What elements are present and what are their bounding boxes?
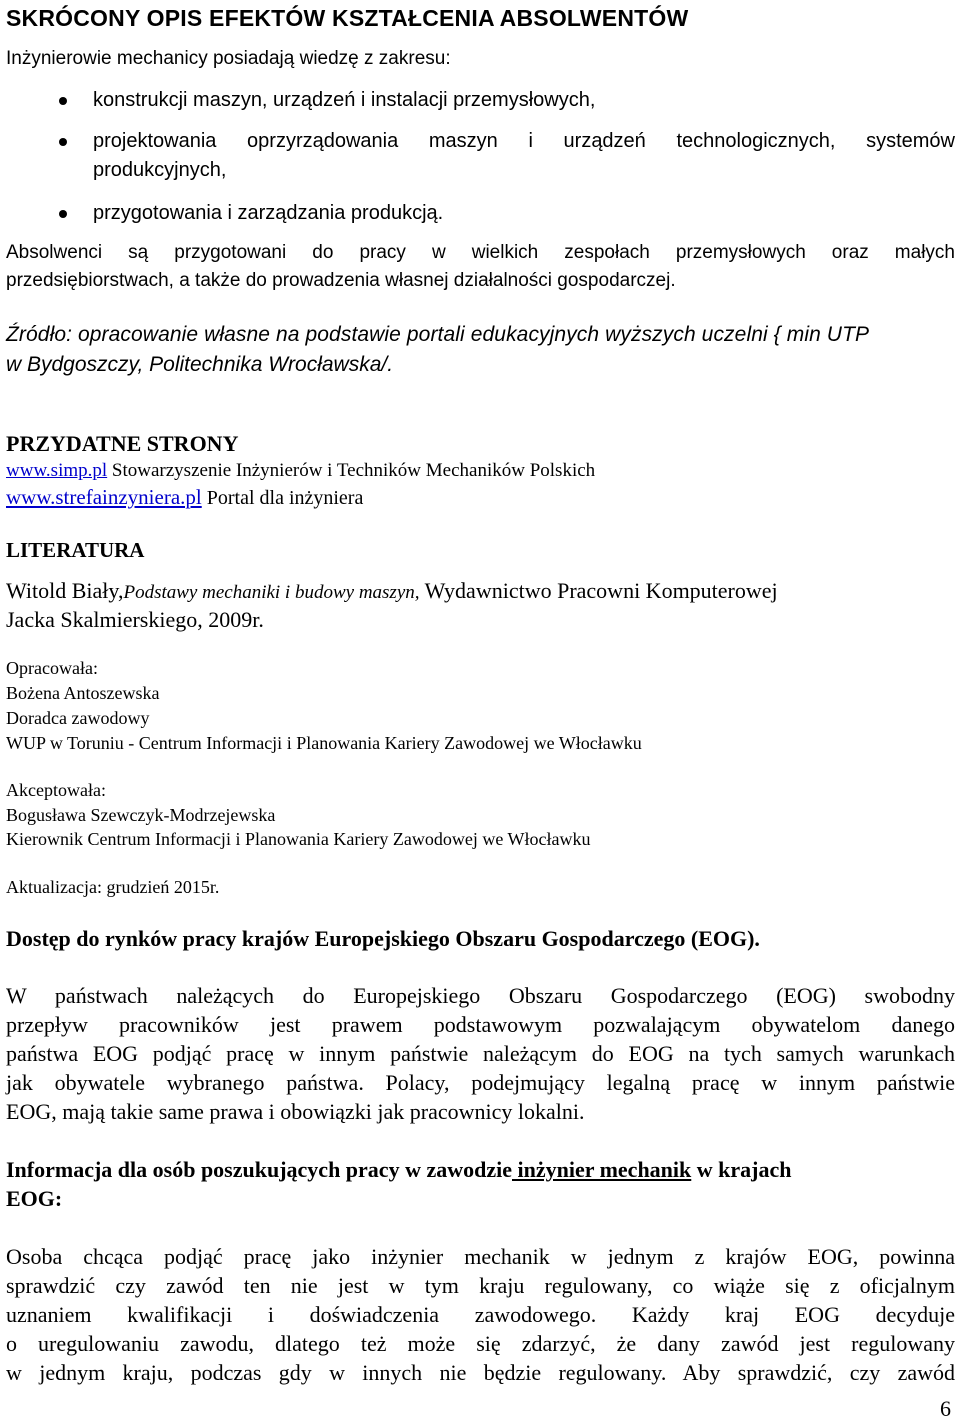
- eog-paragraph-line-3: państwa EOG podjąć pracę w innym państwie należącym do EOG na tych samych warunkach: [6, 1041, 955, 1066]
- update-date: Aktualizacja: grudzień 2015r.: [6, 877, 220, 897]
- source-line-1: Źródło: opracowanie własne na podstawie portali edukacyjnych wyższych uczelni { min UTP: [6, 323, 870, 346]
- bullet-3: [59, 210, 67, 218]
- eog-paragraph-line-2: przepływ pracowników jest prawem podstawowym pozwalającym obywatelom danego: [6, 1012, 955, 1037]
- bullet-item-1: konstrukcji maszyn, urządzeń i instalacji przemysłowych,: [93, 89, 596, 111]
- literature-heading: LITERATURA: [6, 538, 145, 562]
- prepared-label: Opracowała:: [6, 658, 98, 678]
- accepted-name: Bogusława Szewczyk-Modrzejewska: [6, 805, 276, 825]
- bullet-2: [59, 138, 67, 146]
- bullet-item-2-line-2: produkcyjnych,: [93, 159, 227, 181]
- info-paragraph-line-5: w jednym kraju, podczas gdy w innych nie będzie regulowany. Aby sprawdzić, czy zawód: [6, 1360, 955, 1385]
- simp-description: Stowarzyszenie Inżynierów i Techników Mechaników Polskich: [107, 460, 596, 481]
- eog-paragraph-line-5: EOG, mają takie same prawa i obowiązki jak pracownicy lokalni.: [6, 1099, 585, 1124]
- eog-paragraph-line-1: W państwach należących do Europejskiego Obszaru Gospodarczego (EOG) swobodny: [6, 983, 955, 1008]
- literature-author: Witold Biały,: [6, 578, 124, 603]
- prepared-name: Bożena Antoszewska: [6, 683, 160, 703]
- literature-book-title: Podstawy mechaniki i budowy maszyn,: [123, 582, 420, 603]
- useful-pages-heading: PRZYDATNE STRONY: [6, 431, 239, 456]
- accepted-role: Kierownik Centrum Informacji i Planowania Kariery Zawodowej we Włocławku: [6, 829, 591, 849]
- prepared-role: Doradca zawodowy: [6, 708, 150, 728]
- bullet-item-2-line-1: projektowania oprzyrządowania maszyn i urządzeń technologicznych, systemów: [93, 130, 955, 152]
- info-paragraph-line-3: uznaniem kwalifikacji i doświadczenia zawodowego. Każdy kraj EOG decyduje: [6, 1302, 955, 1327]
- literature-entry-line-2: Jacka Skalmierskiego, 2009r.: [6, 607, 264, 632]
- eog-paragraph-line-4: jak obywatele wybranego państwa. Polacy, podejmujący legalną pracę w innym państwie: [6, 1070, 955, 1095]
- bullet-item-3: przygotowania i zarządzania produkcją.: [93, 202, 444, 224]
- useful-link-row-1: [6, 460, 595, 482]
- literature-publisher: Wydawnictwo Pracowni Komputerowej: [419, 578, 778, 603]
- accepted-label: Akceptowała:: [6, 780, 106, 800]
- literature-entry-line-1: [6, 578, 778, 604]
- page-number: 6: [940, 1396, 951, 1421]
- bullet-1: [59, 97, 67, 105]
- source-line-2: w Bydgoszczy, Politechnika Wrocławska/.: [6, 353, 394, 376]
- prepared-organization: WUP w Toruniu - Centrum Informacji i Planowania Kariery Zawodowej we Włocławku: [6, 733, 642, 753]
- intro-text: Inżynierowie mechanicy posiadają wiedzę z zakresu:: [6, 48, 451, 69]
- info-paragraph-line-2: sprawdzić czy zawód ten nie jest w tym kraju regulowany, co wiąże się z oficjalnym: [6, 1273, 955, 1298]
- info-paragraph-line-4: o uregulowaniu zawodu, dlatego też może się zdarzyć, że dany zawód jest regulowany: [6, 1331, 955, 1356]
- strefainzyniera-description: Portal dla inżyniera: [201, 487, 364, 509]
- info-heading-profession: inżynier mechanik: [512, 1157, 692, 1182]
- info-paragraph-line-1: Osoba chcąca podjąć pracę jako inżynier mechanik w jednym z krajów EOG, powinna: [6, 1244, 955, 1269]
- graduates-line-2: przedsiębiorstwach, a także do prowadzenia własnej działalności gospodarczej.: [6, 270, 676, 291]
- info-heading-line-1: [6, 1157, 791, 1183]
- info-heading-suffix: w krajach: [691, 1157, 792, 1182]
- eog-heading: Dostęp do rynków pracy krajów Europejskiego Obszaru Gospodarczego (EOG).: [6, 926, 760, 951]
- simp-link[interactable]: www.simp.pl: [6, 460, 108, 481]
- strefainzyniera-link[interactable]: www.strefainzyniera.pl: [6, 485, 202, 509]
- info-heading-line-2: EOG:: [6, 1186, 63, 1211]
- info-heading-text: Informacja dla osób poszukujących pracy w zawodzie: [6, 1157, 512, 1182]
- graduates-line-1: Absolwenci są przygotowani do pracy w wielkich zespołach przemysłowych oraz małych: [6, 242, 955, 263]
- page-title: SKRÓCONY OPIS EFEKTÓW KSZTAŁCENIA ABSOLWENTÓW: [6, 5, 689, 31]
- useful-link-row-2: [6, 485, 363, 510]
